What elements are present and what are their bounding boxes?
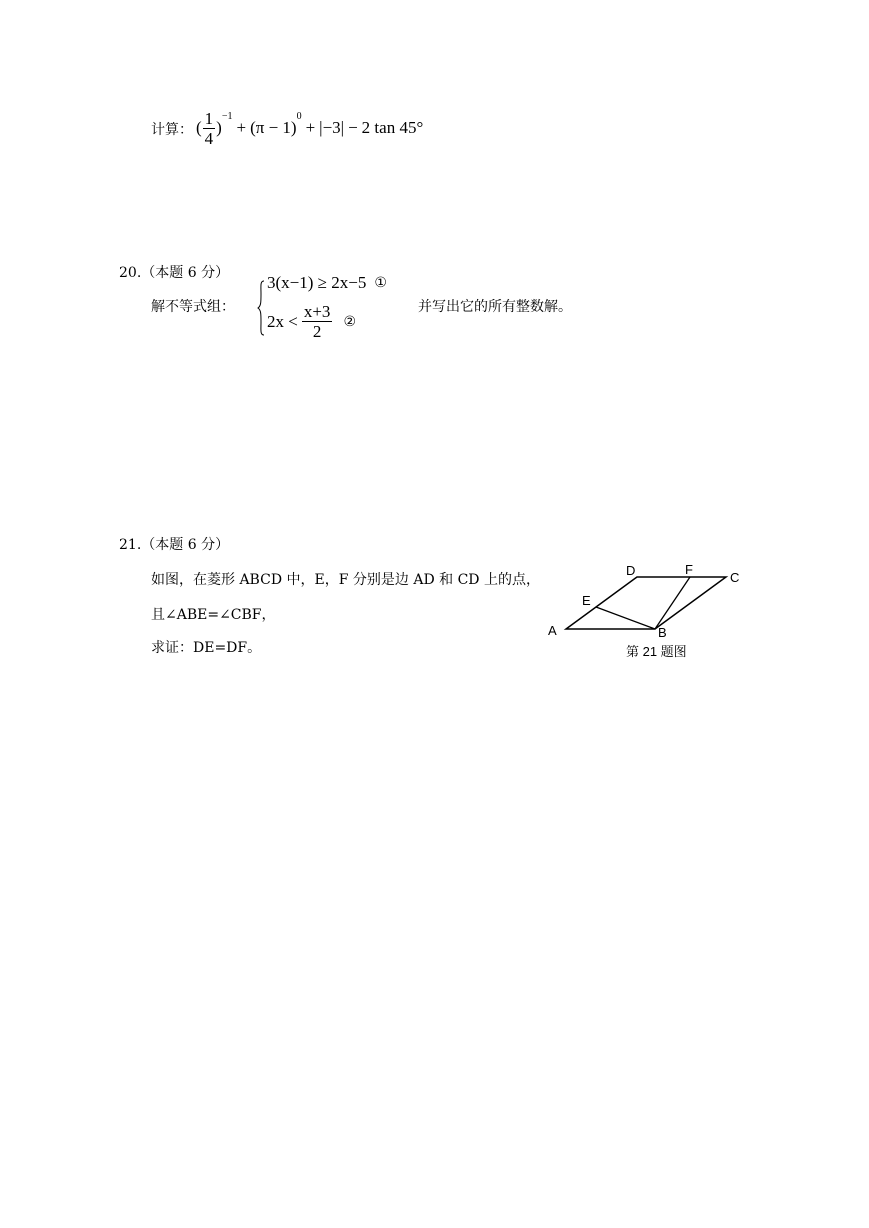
abs-term: |−3| (319, 118, 345, 137)
plus-sign-2: + (305, 118, 316, 137)
q19-fraction (203, 110, 216, 147)
segment-bf (655, 577, 690, 629)
label-b: B (658, 625, 667, 640)
q19-expression (196, 105, 423, 151)
left-paren: ( (196, 118, 202, 137)
circle-one-marker: ① (374, 275, 387, 291)
inequality-2-fraction (302, 303, 333, 340)
segment-be (596, 607, 655, 629)
inequality-1 (267, 273, 387, 293)
tan-term: 2 tan 45° (361, 118, 424, 137)
fraction-numerator: 1 (204, 108, 214, 128)
q20-number: 20.（本题 6 分） (119, 265, 230, 281)
q21-line-1: 如图，在菱形 ABCD 中，E，F 分别是边 AD 和 CD 上的点， (151, 572, 540, 588)
q21-number: 21.（本题 6 分） (119, 537, 230, 553)
exponent-minus-one: −1 (221, 111, 233, 122)
fraction-denominator: 4 (204, 128, 214, 148)
label-f: F (685, 562, 693, 577)
inequality-1-text: 3(x−1) ≥ 2x−5 (267, 273, 367, 292)
inequality-2-numerator: x+3 (303, 302, 331, 321)
inequality-2-left: 2x < (267, 311, 298, 331)
q19-label: 计算： (151, 122, 193, 138)
minus-sign: − (348, 118, 358, 137)
label-a: A (548, 623, 557, 638)
inequality-2-denominator: 2 (312, 322, 322, 341)
plus-sign: + (236, 118, 247, 137)
q21-line-2: 且∠ABE=∠CBF， (151, 607, 276, 623)
system-brace (257, 280, 265, 336)
inequality-2 (267, 303, 356, 340)
circle-two-marker: ② (343, 313, 356, 330)
q20-tail: 并写出它的所有整数解。 (418, 299, 572, 315)
label-e: E (582, 593, 591, 608)
figure-caption: 第 21 题图 (626, 644, 687, 659)
q21-line-3: 求证：DE=DF。 (151, 640, 262, 656)
q20-label: 解不等式组： (151, 299, 235, 315)
pi-term: (π − 1) (250, 118, 297, 137)
label-c: C (730, 570, 740, 585)
rhombus-figure (540, 560, 760, 665)
label-d: D (626, 563, 636, 578)
right-paren: ) (216, 118, 222, 137)
exponent-zero: 0 (296, 111, 302, 122)
